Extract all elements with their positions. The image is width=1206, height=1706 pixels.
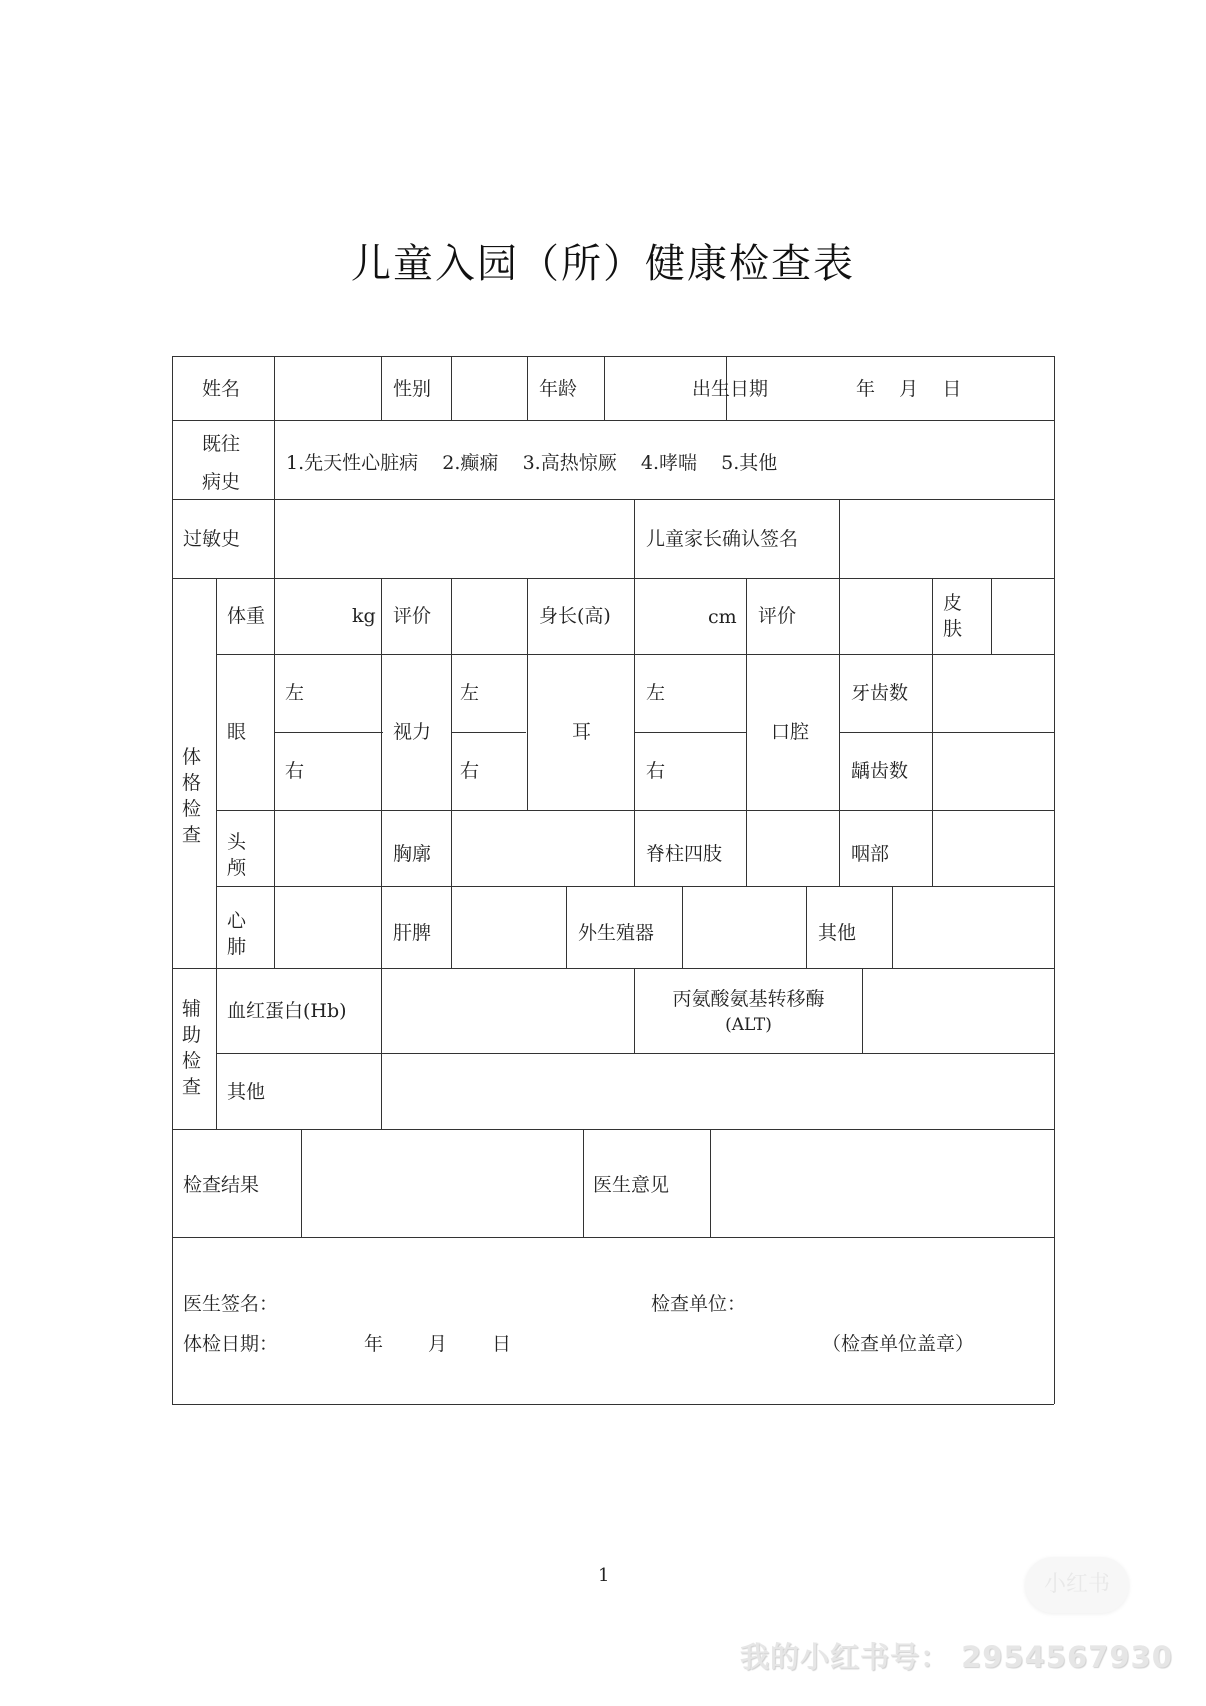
height-label: 身长(高) [539, 605, 611, 627]
border-right [1054, 356, 1055, 1404]
doctor-sign-label[interactable]: 医生签名： [183, 1293, 279, 1315]
exam-date-day[interactable]: 日 [492, 1333, 512, 1355]
row-line [172, 1237, 1054, 1238]
heart-lung-label-2: 肺 [227, 936, 247, 958]
col-line [216, 968, 217, 1129]
col-line [381, 886, 382, 968]
height-eval-label: 评价 [758, 605, 797, 627]
stamp-label: （检查单位盖章） [822, 1333, 975, 1355]
physical-other-label: 其他 [818, 922, 857, 944]
eye-left[interactable]: 左 [285, 682, 305, 704]
teeth-input[interactable] [933, 655, 1053, 731]
col-line [527, 578, 528, 810]
caries-input[interactable] [933, 733, 1053, 809]
result-input[interactable] [302, 1130, 582, 1236]
col-line [381, 578, 382, 886]
row-line [172, 420, 1054, 421]
chest-input[interactable] [452, 811, 633, 885]
row-line [634, 732, 746, 733]
alt-label-1: 丙氨酸氨基转移酶 [672, 988, 825, 1010]
skin-label-1: 皮 [943, 592, 963, 614]
page-number: 1 [598, 1565, 610, 1586]
parent-sign-label: 儿童家长确认签名 [646, 528, 799, 550]
name-input[interactable] [275, 357, 380, 419]
col-line [634, 499, 635, 578]
aux-other-label: 其他 [227, 1081, 266, 1103]
heart-lung-label-1: 心 [227, 910, 247, 932]
physical-exam-section-label: 体 格 检 查 [182, 746, 202, 846]
alt-label-2: (ALT) [725, 1015, 772, 1035]
eye-right[interactable]: 右 [285, 760, 305, 782]
history-label-2: 病史 [202, 471, 241, 493]
head-label-2: 颅 [227, 857, 247, 879]
row-line [452, 732, 526, 733]
col-line [381, 356, 382, 420]
auxiliary-exam-section-label: 辅 助 检 查 [182, 998, 202, 1098]
exam-date-year[interactable]: 年 [364, 1333, 384, 1355]
border-left [172, 356, 173, 1404]
height-eval-input[interactable] [840, 579, 931, 653]
page-title: 儿童入园（所）健康检查表 [351, 241, 855, 287]
allergy-input[interactable] [275, 500, 633, 577]
vision-left[interactable]: 左 [460, 682, 480, 704]
col-line [932, 578, 933, 654]
dob-label: 出生日期 [692, 378, 769, 400]
name-label: 姓名 [202, 378, 241, 400]
hb-label: 血红蛋白(Hb) [227, 1000, 347, 1022]
vision-right[interactable]: 右 [460, 760, 480, 782]
height-unit[interactable]: cm [708, 606, 737, 628]
head-label-1: 头 [227, 831, 247, 853]
spine-label: 脊柱四肢 [646, 843, 723, 865]
col-line [216, 578, 217, 968]
health-check-form [172, 356, 1054, 1406]
col-line [634, 578, 635, 886]
vision-label: 视力 [393, 721, 432, 743]
liver-spleen-input[interactable] [452, 887, 565, 967]
parent-sign-input[interactable] [840, 500, 1053, 577]
alt-input[interactable] [863, 969, 1053, 1052]
age-label: 年龄 [539, 378, 578, 400]
weight-eval-label: 评价 [393, 605, 432, 627]
skin-label-2: 肤 [943, 618, 963, 640]
doctor-opinion-input[interactable] [711, 1130, 1053, 1236]
weight-unit[interactable]: kg [352, 605, 376, 627]
row-line [216, 654, 1054, 655]
throat-label: 咽部 [851, 843, 890, 865]
skin-input[interactable] [992, 579, 1053, 653]
exam-date-label: 体检日期： [183, 1333, 279, 1355]
row-line [274, 732, 383, 733]
border-bottom [172, 1404, 1054, 1405]
mouth-label: 口腔 [771, 721, 810, 743]
spine-input[interactable] [747, 811, 838, 885]
weight-eval-input[interactable] [452, 579, 526, 653]
weight-label: 体重 [227, 605, 266, 627]
allergy-label: 过敏史 [183, 528, 241, 550]
aux-other-input[interactable] [382, 1054, 1053, 1128]
sex-label: 性别 [393, 378, 432, 400]
col-line [527, 356, 528, 420]
sex-input[interactable] [452, 357, 526, 419]
genitals-label: 外生殖器 [578, 922, 655, 944]
result-label: 检查结果 [183, 1174, 260, 1196]
col-line [566, 886, 567, 968]
throat-input[interactable] [933, 811, 1053, 885]
account-watermark: 我的小红书号： 2954567930 [740, 1640, 1173, 1674]
history-label-1: 既往 [202, 433, 241, 455]
teeth-label: 牙齿数 [851, 682, 909, 704]
genitals-input[interactable] [683, 887, 805, 967]
heart-lung-input[interactable] [275, 887, 380, 967]
eye-label: 眼 [227, 721, 247, 743]
ear-right[interactable]: 右 [646, 760, 666, 782]
unit-label[interactable]: 检查单位： [651, 1293, 747, 1315]
ear-left[interactable]: 左 [646, 682, 666, 704]
doctor-opinion-label: 医生意见 [593, 1174, 670, 1196]
dob-value[interactable]: 年 月 日 [856, 378, 962, 400]
liver-spleen-label: 肝脾 [393, 922, 432, 944]
exam-date-month[interactable]: 月 [428, 1333, 448, 1355]
head-input[interactable] [275, 811, 380, 885]
chest-label: 胸廓 [393, 843, 432, 865]
col-line [806, 886, 807, 968]
xiaohongshu-logo-watermark: 小红书 [1025, 1557, 1129, 1613]
hb-input[interactable] [382, 969, 633, 1052]
ear-label: 耳 [572, 721, 592, 743]
history-options[interactable]: 1.先天性心脏病 2.癫痫 3.高热惊厥 4.哮喘 5.其他 [286, 452, 778, 474]
caries-label: 龋齿数 [851, 760, 909, 782]
physical-other-input[interactable] [893, 887, 1053, 967]
col-line [274, 420, 275, 499]
col-line [583, 1129, 584, 1237]
